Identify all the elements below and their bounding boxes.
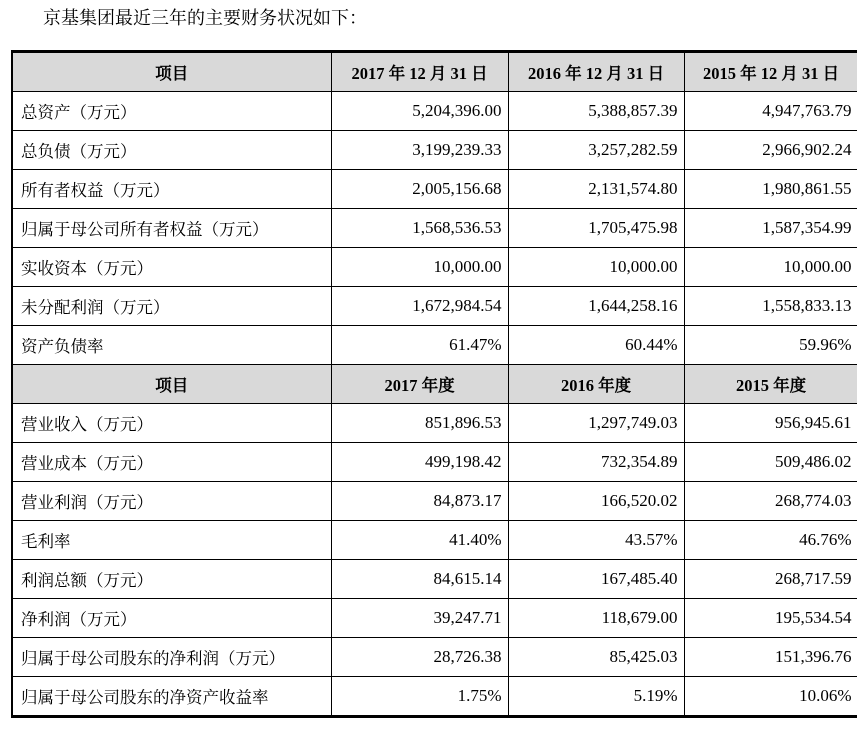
row-label: 营业收入（万元） — [12, 404, 331, 443]
header-cell: 2016 年 12 月 31 日 — [508, 52, 684, 92]
table-row — [12, 248, 857, 287]
value-cell: 956,945.61 — [684, 404, 857, 443]
value-cell: 46.76% — [684, 521, 857, 560]
row-label: 营业利润（万元） — [12, 482, 331, 521]
header-cell: 项目 — [12, 52, 331, 92]
table-row — [12, 92, 857, 131]
value-cell: 3,199,239.33 — [331, 131, 508, 170]
value-cell: 151,396.76 — [684, 638, 857, 677]
value-cell: 1,705,475.98 — [508, 209, 684, 248]
table-row — [12, 521, 857, 560]
value-cell: 10,000.00 — [331, 248, 508, 287]
row-label: 归属于母公司所有者权益（万元） — [12, 209, 331, 248]
value-cell: 59.96% — [684, 326, 857, 365]
table-row — [12, 677, 857, 717]
row-label: 所有者权益（万元） — [12, 170, 331, 209]
value-cell: 1,558,833.13 — [684, 287, 857, 326]
value-cell: 84,615.14 — [331, 560, 508, 599]
row-label: 总资产（万元） — [12, 92, 331, 131]
value-cell: 509,486.02 — [684, 443, 857, 482]
row-label: 未分配利润（万元） — [12, 287, 331, 326]
value-cell: 28,726.38 — [331, 638, 508, 677]
financial-table-body — [12, 52, 857, 717]
row-label: 总负债（万元） — [12, 131, 331, 170]
value-cell: 1,644,258.16 — [508, 287, 684, 326]
value-cell: 1,980,861.55 — [684, 170, 857, 209]
header-cell: 项目 — [12, 365, 331, 404]
table-row — [12, 170, 857, 209]
table-row — [12, 404, 857, 443]
value-cell: 1,587,354.99 — [684, 209, 857, 248]
value-cell: 10,000.00 — [508, 248, 684, 287]
header-cell: 2015 年度 — [684, 365, 857, 404]
value-cell: 39,247.71 — [331, 599, 508, 638]
value-cell: 268,774.03 — [684, 482, 857, 521]
value-cell: 3,257,282.59 — [508, 131, 684, 170]
value-cell: 2,005,156.68 — [331, 170, 508, 209]
financial-table — [11, 50, 857, 718]
value-cell: 5,388,857.39 — [508, 92, 684, 131]
value-cell: 499,198.42 — [331, 443, 508, 482]
value-cell: 84,873.17 — [331, 482, 508, 521]
value-cell: 166,520.02 — [508, 482, 684, 521]
value-cell: 268,717.59 — [684, 560, 857, 599]
row-label: 毛利率 — [12, 521, 331, 560]
row-label: 归属于母公司股东的净资产收益率 — [12, 677, 331, 717]
table-row — [12, 560, 857, 599]
value-cell: 1,297,749.03 — [508, 404, 684, 443]
value-cell: 167,485.40 — [508, 560, 684, 599]
row-label: 实收资本（万元） — [12, 248, 331, 287]
value-cell: 1.75% — [331, 677, 508, 717]
row-label: 资产负债率 — [12, 326, 331, 365]
table-row — [12, 599, 857, 638]
value-cell: 60.44% — [508, 326, 684, 365]
table-row — [12, 209, 857, 248]
value-cell: 732,354.89 — [508, 443, 684, 482]
value-cell: 2,131,574.80 — [508, 170, 684, 209]
header-cell: 2017 年度 — [331, 365, 508, 404]
value-cell: 5.19% — [508, 677, 684, 717]
intro-text: 京基集团最近三年的主要财务状况如下： — [43, 8, 367, 29]
table-row — [12, 131, 857, 170]
income-header-row — [12, 365, 857, 404]
value-cell: 1,568,536.53 — [331, 209, 508, 248]
row-label: 净利润（万元） — [12, 599, 331, 638]
value-cell: 10,000.00 — [684, 248, 857, 287]
value-cell: 195,534.54 — [684, 599, 857, 638]
table-row — [12, 443, 857, 482]
table-row — [12, 638, 857, 677]
row-label: 利润总额（万元） — [12, 560, 331, 599]
value-cell: 1,672,984.54 — [331, 287, 508, 326]
value-cell: 43.57% — [508, 521, 684, 560]
value-cell: 10.06% — [684, 677, 857, 717]
header-cell: 2017 年 12 月 31 日 — [331, 52, 508, 92]
value-cell: 4,947,763.79 — [684, 92, 857, 131]
value-cell: 118,679.00 — [508, 599, 684, 638]
row-label: 营业成本（万元） — [12, 443, 331, 482]
header-cell: 2015 年 12 月 31 日 — [684, 52, 857, 92]
value-cell: 5,204,396.00 — [331, 92, 508, 131]
table-row — [12, 482, 857, 521]
value-cell: 85,425.03 — [508, 638, 684, 677]
row-label: 归属于母公司股东的净利润（万元） — [12, 638, 331, 677]
value-cell: 2,966,902.24 — [684, 131, 857, 170]
table-row — [12, 287, 857, 326]
value-cell: 851,896.53 — [331, 404, 508, 443]
value-cell: 41.40% — [331, 521, 508, 560]
value-cell: 61.47% — [331, 326, 508, 365]
balance-header-row — [12, 52, 857, 92]
table-row — [12, 326, 857, 365]
header-cell: 2016 年度 — [508, 365, 684, 404]
